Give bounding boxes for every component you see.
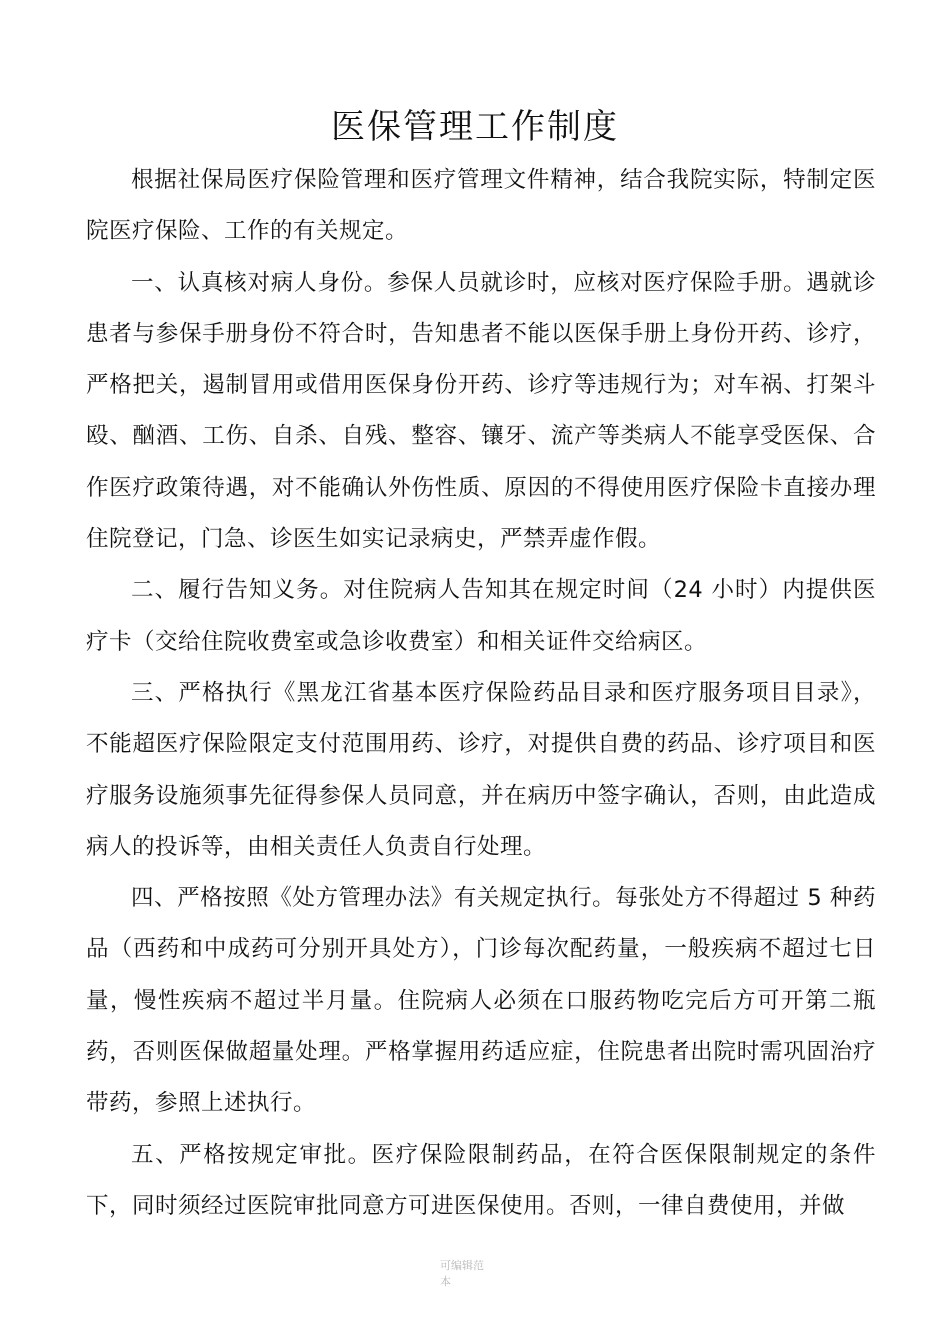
footer-line-1: 可编辑范 — [440, 1259, 484, 1272]
document-body — [86, 155, 876, 1232]
footer-line-2: 本 — [440, 1275, 451, 1288]
rule-3-paragraph: 三、严格执行《黑龙江省基本医疗保险药品目录和医疗服务项目目录》，不能超医疗保险限定支付范围用药、诊疗，对提供自费的药品、诊疗项目和医疗服务设施须事先征得参保人员同意，并在病历中签字确认，否则，由此造成病人的投诉等，由相关责任人负责自行处理。 — [86, 679, 876, 860]
page-footer — [440, 1258, 510, 1290]
document-title: 医保管理工作制度 — [331, 107, 619, 147]
intro-paragraph: 根据社保局医疗保险管理和医疗管理文件精神，结合我院实际，特制定医院医疗保险、工作的有关规定。 — [86, 167, 876, 245]
rule-2-paragraph: 二、履行告知义务。对住院病人告知其在规定时间（24 小时）内提供医疗卡（交给住院收费室或急诊收费室）和相关证件交给病区。 — [86, 577, 876, 655]
rule-4-paragraph: 四、严格按照《处方管理办法》有关规定执行。每张处方不得超过 5 种药品（西药和中成药可分别开具处方），门诊每次配药量，一般疾病不超过七日量，慢性疾病不超过半月量。住院病人必须在口服药物吃完后方可开第二瓶药，否则医保做超量处理。严格掌握用药适应症，住院患者出院时需巩固治疗带药，参照上述执行。 — [86, 885, 876, 1117]
rule-5-paragraph: 五、严格按规定审批。医疗保险限制药品，在符合医保限制规定的条件下，同时须经过医院审批同意方可进医保使用。否则，一律自费使用，并做 — [86, 1141, 876, 1219]
rule-1-paragraph: 一、认真核对病人身份。参保人员就诊时，应核对医疗保险手册。遇就诊患者与参保手册身份不符合时，告知患者不能以医保手册上身份开药、诊疗，严格把关，遏制冒用或借用医保身份开药、诊疗等违规行为；对车祸、打架斗殴、酗酒、工伤、自杀、自残、整容、镶牙、流产等类病人不能享受医保、合作医疗政策待遇，对不能确认外伤性质、原因的不得使用医疗保险卡直接办理住院登记，门急、诊医生如实记录病史，严禁弄虚作假。 — [86, 269, 876, 553]
